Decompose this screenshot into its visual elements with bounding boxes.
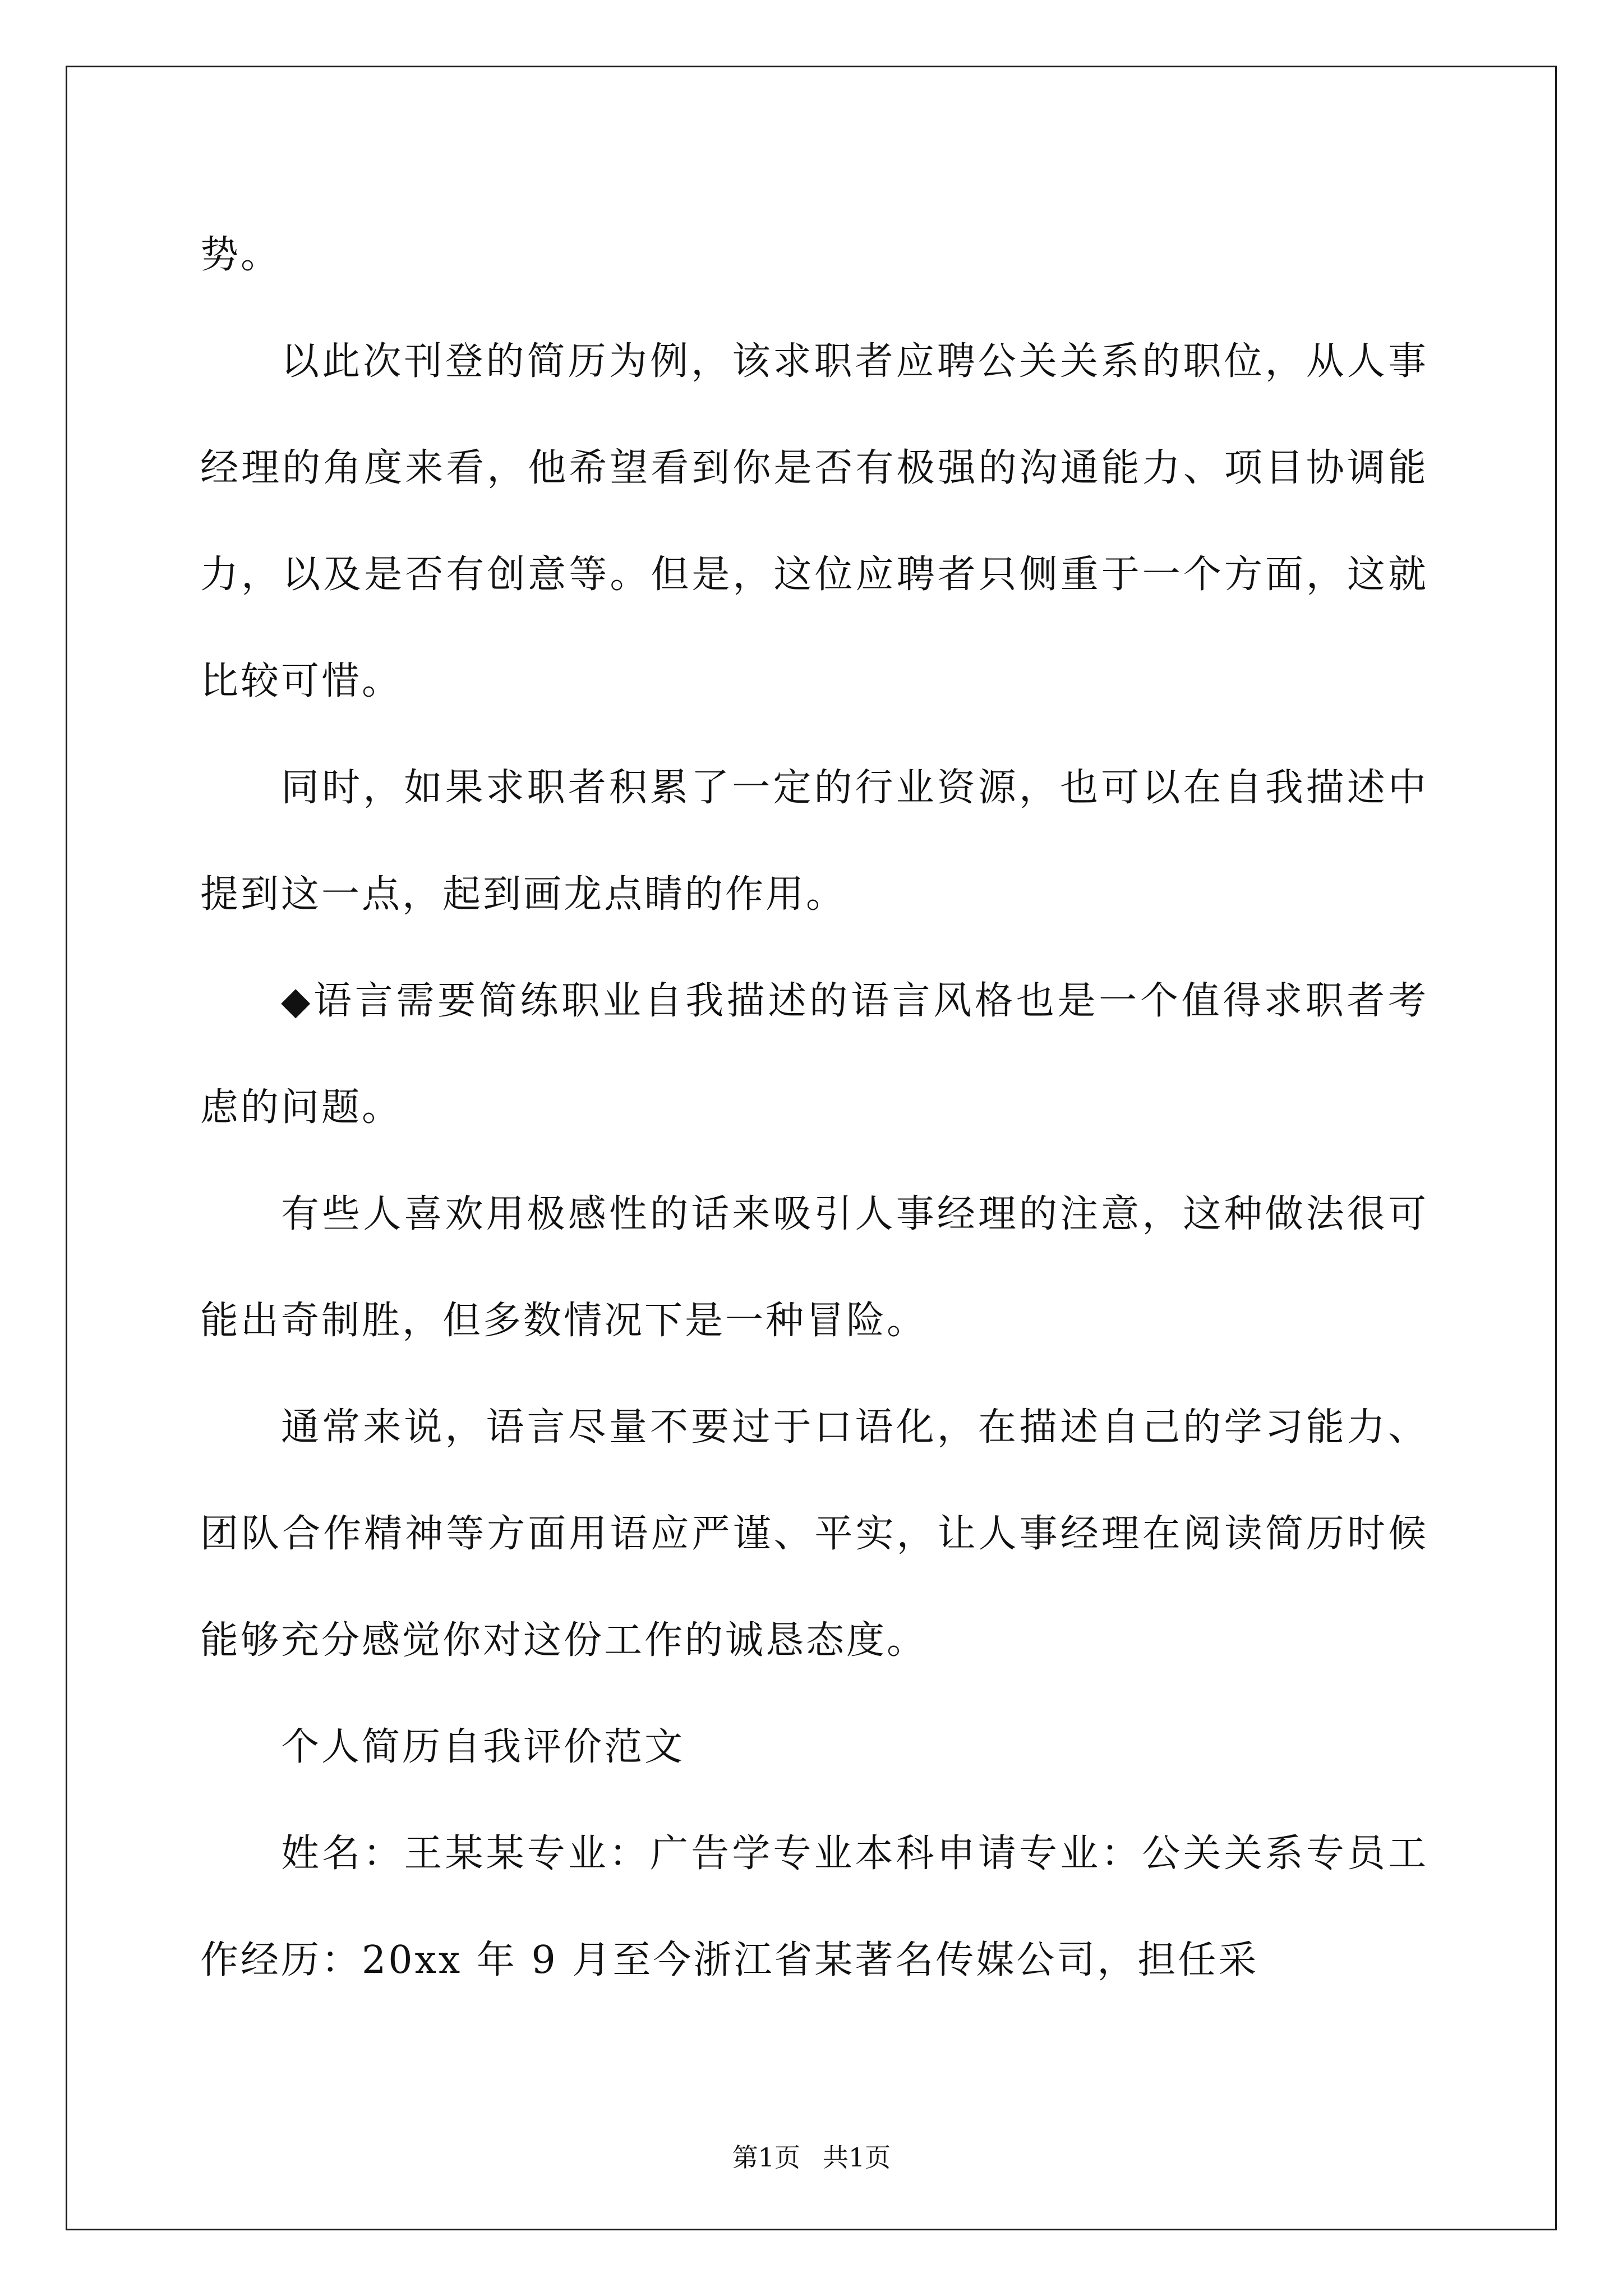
paragraph: ◆语言需要简练职业自我描述的语言风格也是一个值得求职者考虑的问题。	[200, 979, 1428, 1130]
paragraph: 以此次刊登的简历为例，该求职者应聘公关关系的职位，从人事经理的角度来看，他希望看到你是否有极强的沟通能力、项目协调能力，以及是否有创意等。但是，这位应聘者只侧重于一个方面，这就比较可惜。	[200, 339, 1428, 703]
page-footer	[0, 2137, 1623, 2174]
document-body	[200, 202, 1428, 2014]
paragraph: 通常来说，语言尽量不要过于口语化，在描述自己的学习能力、团队合作精神等方面用语应严谨、平实，让人事经理在阅读简历时候能够充分感觉你对这份工作的诚恳态度。	[200, 1405, 1428, 1663]
paragraph: 势。	[200, 233, 282, 277]
page-number-total: 共1页	[823, 2142, 891, 2173]
paragraph: 有些人喜欢用极感性的话来吸引人事经理的注意，这种做法很可能出奇制胜，但多数情况下是一种冒险。	[200, 1192, 1428, 1343]
paragraph: 姓名：王某某专业：广告学专业本科申请专业：公关关系专员工作经历：20xx 年 9 月至今浙江省某著名传媒公司，担任采	[200, 1832, 1428, 1982]
section-heading: 个人简历自我评价范文	[281, 1725, 685, 1769]
paragraph: 同时，如果求职者积累了一定的行业资源，也可以在自我描述中提到这一点，起到画龙点睛的作用。	[200, 766, 1428, 917]
page-number-current: 第1页	[732, 2142, 800, 2173]
